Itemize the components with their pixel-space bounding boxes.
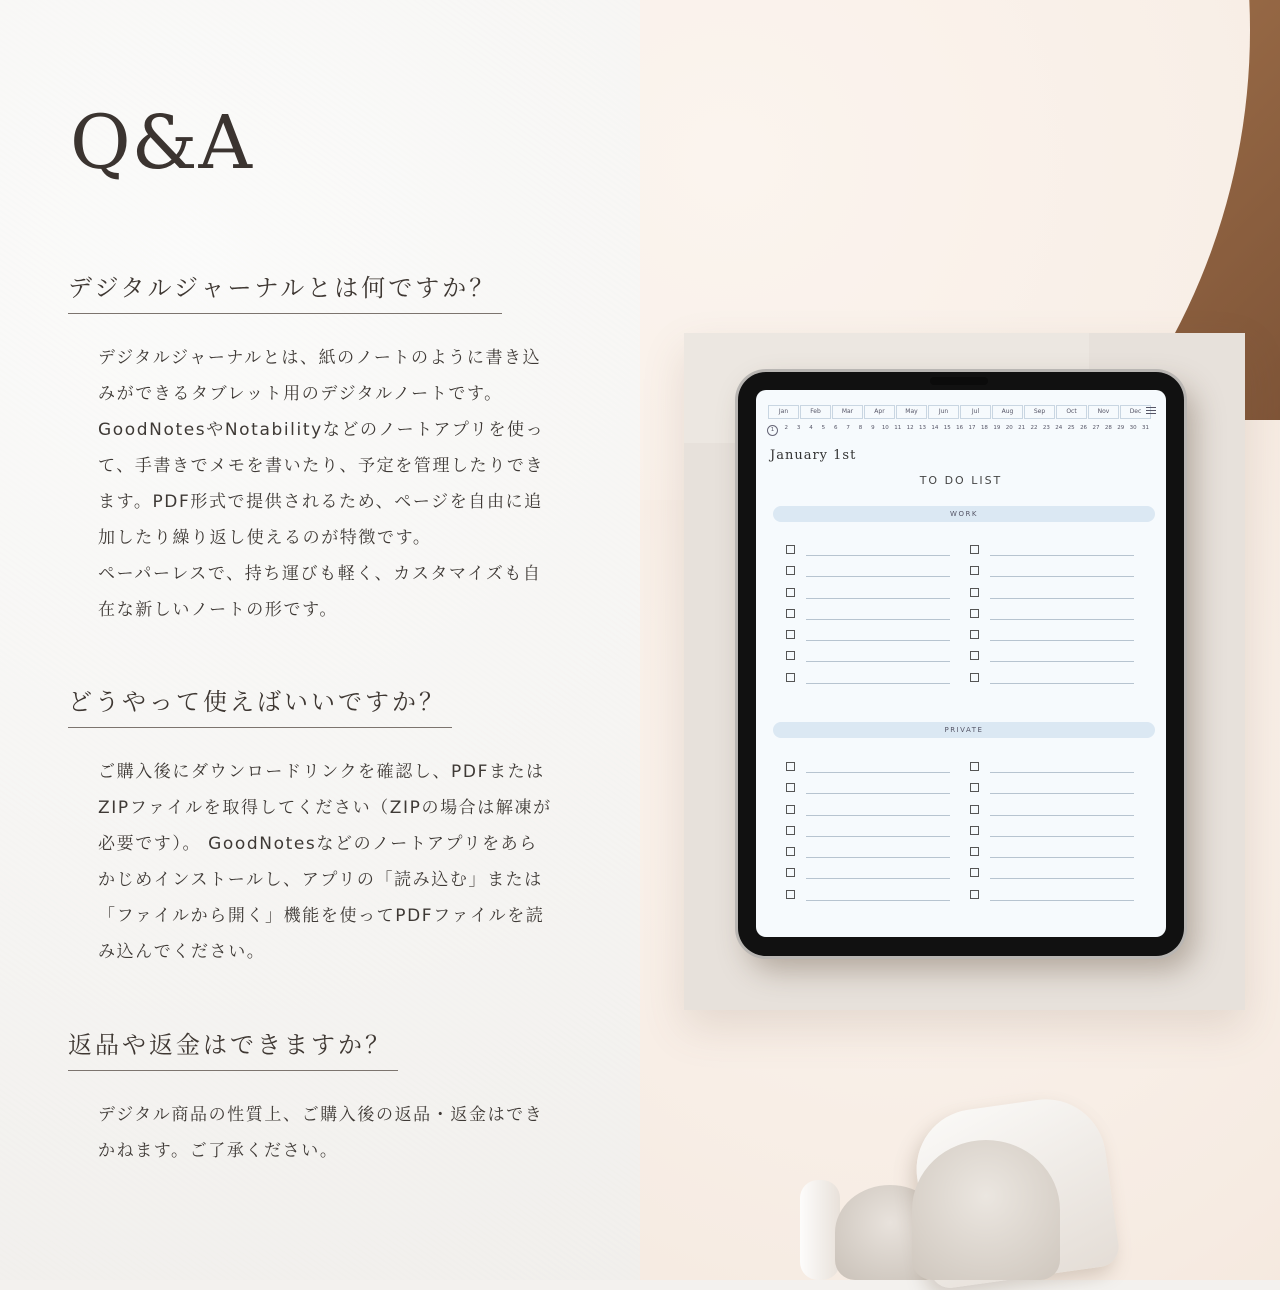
camera-icon (930, 377, 988, 385)
checkbox-icon[interactable] (970, 609, 979, 618)
planner-date: January 1st (770, 448, 857, 463)
todo-line[interactable] (990, 640, 1134, 641)
answer-1-line: ます。PDF形式で提供されるため、ページを自由に追 (98, 492, 543, 512)
headphone-earcup (912, 1140, 1060, 1280)
month-tab[interactable]: Sep (1024, 405, 1055, 419)
checkbox-icon[interactable] (786, 847, 795, 856)
todo-line[interactable] (806, 683, 950, 684)
answer-2-line: み込んでください。 (98, 942, 266, 962)
todo-line[interactable] (990, 683, 1134, 684)
todo-line[interactable] (990, 857, 1134, 858)
page-title: Q&A (70, 100, 253, 186)
answer-1-line: 加したり繰り返し使えるのが特徴です。 (98, 528, 432, 548)
month-tab[interactable]: Jul (960, 405, 991, 419)
day-link[interactable]: 19 (993, 425, 1001, 431)
checkbox-icon[interactable] (970, 890, 979, 899)
qa-section-1 (68, 268, 568, 628)
day-link[interactable]: 4 (809, 425, 813, 431)
day-link[interactable]: 31 (1142, 425, 1150, 431)
day-link[interactable]: 16 (956, 425, 964, 431)
todo-line[interactable] (806, 576, 950, 577)
checkbox-icon[interactable] (786, 566, 795, 575)
answer-2-line: 「ファイルから開く」機能を使ってPDFファイルを読 (98, 906, 545, 926)
day-strip (767, 425, 1152, 436)
day-link[interactable]: 20 (1005, 425, 1013, 431)
todo-line[interactable] (806, 661, 950, 662)
answer-1-line: 在な新しいノートの形です。 (98, 600, 338, 620)
checkbox-icon[interactable] (970, 545, 979, 554)
day-link[interactable]: 9 (871, 425, 875, 431)
todo-line[interactable] (990, 793, 1134, 794)
checkbox-icon[interactable] (786, 609, 795, 618)
todo-line[interactable] (806, 857, 950, 858)
headphone-stem (800, 1180, 840, 1280)
day-link[interactable]: 3 (796, 425, 801, 431)
month-tab[interactable]: Jan (768, 405, 799, 419)
answer-1-line: て、手書きでメモを書いたり、予定を管理したりでき (98, 456, 545, 476)
month-tab[interactable]: Aug (992, 405, 1023, 419)
todo-line[interactable] (990, 878, 1134, 879)
section-work: WORK (773, 506, 1155, 522)
todo-line[interactable] (990, 619, 1134, 620)
day-link[interactable]: 13 (918, 425, 926, 431)
checkbox-icon[interactable] (970, 805, 979, 814)
day-link[interactable]: 26 (1080, 425, 1088, 431)
checkbox-icon[interactable] (970, 847, 979, 856)
answer-3 (98, 1097, 568, 1169)
day-link[interactable]: 23 (1042, 425, 1050, 431)
day-link[interactable]: 25 (1067, 425, 1075, 431)
day-link[interactable]: 28 (1104, 425, 1112, 431)
menu-icon[interactable] (1146, 407, 1156, 416)
day-link[interactable]: 29 (1117, 425, 1125, 431)
checkbox-icon[interactable] (970, 783, 979, 792)
checkbox-icon[interactable] (786, 890, 795, 899)
question-1: デジタルジャーナルとは何ですか？ (68, 268, 502, 314)
checkbox-icon[interactable] (786, 673, 795, 682)
checkbox-icon[interactable] (786, 630, 795, 639)
todo-line[interactable] (806, 619, 950, 620)
day-link[interactable]: 7 (846, 425, 850, 431)
checkbox-icon[interactable] (786, 868, 795, 877)
day-link[interactable]: 11 (894, 425, 902, 431)
checkbox-icon[interactable] (970, 566, 979, 575)
checkbox-icon[interactable] (970, 630, 979, 639)
day-link[interactable]: 14 (931, 425, 939, 431)
checkbox-icon[interactable] (786, 805, 795, 814)
checkbox-icon[interactable] (970, 673, 979, 682)
month-tab[interactable]: Jun (928, 405, 959, 419)
answer-1-line: みができるタブレット用のデジタルノートです。 (98, 384, 503, 404)
todo-line[interactable] (990, 598, 1134, 599)
answer-2-line: ご購入後にダウンロードリンクを確認し、PDFまたは (98, 762, 545, 782)
question-2: どうやって使えばいいですか？ (68, 682, 452, 728)
checkbox-icon[interactable] (786, 762, 795, 771)
day-link[interactable]: 27 (1092, 425, 1100, 431)
month-tab[interactable]: Mar (832, 405, 863, 419)
answer-2-line: かじめインストールし、アプリの「読み込む」または (98, 870, 543, 890)
day-link[interactable]: 22 (1030, 425, 1038, 431)
day-link[interactable]: 2 (784, 425, 788, 431)
answer-3-line: デジタル商品の性質上、ご購入後の返品・返金はでき (98, 1105, 544, 1125)
day-link[interactable]: 18 (980, 425, 988, 431)
month-tab[interactable]: May (896, 405, 927, 419)
day-link[interactable]: 21 (1018, 425, 1026, 431)
todo-line[interactable] (806, 900, 950, 901)
day-link[interactable]: 6 (834, 425, 838, 431)
todo-line[interactable] (806, 878, 950, 879)
day-link[interactable]: 5 (821, 425, 826, 431)
answer-3-line: かねます。ご了承ください。 (98, 1141, 339, 1161)
todo-line[interactable] (806, 836, 950, 837)
month-tab[interactable]: Oct (1056, 405, 1087, 419)
month-tab[interactable]: Nov (1088, 405, 1119, 419)
todo-line[interactable] (806, 555, 950, 556)
answer-1-line: ペーパーレスで、持ち運びも軽く、カスタマイズも自 (98, 564, 542, 584)
checkbox-icon[interactable] (970, 868, 979, 877)
day-link[interactable]: 12 (906, 425, 914, 431)
todo-line[interactable] (990, 815, 1134, 816)
checkbox-icon[interactable] (970, 826, 979, 835)
month-tab[interactable]: Dec (1120, 405, 1151, 419)
todo-line[interactable] (806, 772, 950, 773)
section-private: PRIVATE (773, 722, 1155, 738)
todo-line[interactable] (990, 900, 1134, 901)
answer-2 (98, 754, 568, 970)
month-tab[interactable]: Feb (800, 405, 831, 419)
answer-1 (98, 340, 568, 628)
tablet-screen (756, 390, 1166, 937)
todo-line[interactable] (806, 793, 950, 794)
month-tab[interactable]: Apr (864, 405, 895, 419)
answer-2-line: 必要です）。 GoodNotesなどのノートアプリをあら (98, 834, 538, 854)
day-link[interactable]: 17 (968, 425, 976, 431)
answer-1-line: デジタルジャーナルとは、紙のノートのように書き込 (98, 348, 542, 368)
todo-line[interactable] (990, 772, 1134, 773)
todo-line[interactable] (806, 640, 950, 641)
todo-line[interactable] (990, 661, 1134, 662)
checkbox-icon[interactable] (786, 783, 795, 792)
todo-line[interactable] (990, 836, 1134, 837)
todo-line[interactable] (990, 576, 1134, 577)
day-link[interactable]: 15 (943, 425, 951, 431)
checkbox-icon[interactable] (786, 651, 795, 660)
checkbox-icon[interactable] (970, 651, 979, 660)
day-link[interactable]: 1 (767, 425, 778, 436)
checkbox-icon[interactable] (786, 588, 795, 597)
checkbox-icon[interactable] (970, 588, 979, 597)
day-link[interactable]: 8 (858, 425, 863, 431)
qa-section-3 (68, 1025, 568, 1169)
checkbox-icon[interactable] (786, 826, 795, 835)
month-tabs (768, 405, 1152, 419)
checkbox-icon[interactable] (970, 762, 979, 771)
day-link[interactable]: 24 (1055, 425, 1063, 431)
todo-line[interactable] (806, 598, 950, 599)
answer-1-line: GoodNotesやNotabilityなどのノートアプリを使っ (98, 420, 545, 440)
question-3: 返品や返金はできますか？ (68, 1025, 398, 1071)
day-link[interactable]: 10 (881, 425, 889, 431)
checkbox-icon[interactable] (786, 545, 795, 554)
day-link[interactable]: 30 (1129, 425, 1137, 431)
todo-title: TO DO LIST (919, 474, 1003, 487)
todo-line[interactable] (806, 815, 950, 816)
answer-2-line: ZIPファイルを取得してください（ZIPの場合は解凍が (98, 798, 552, 818)
qa-section-2 (68, 682, 568, 970)
todo-line[interactable] (990, 555, 1134, 556)
